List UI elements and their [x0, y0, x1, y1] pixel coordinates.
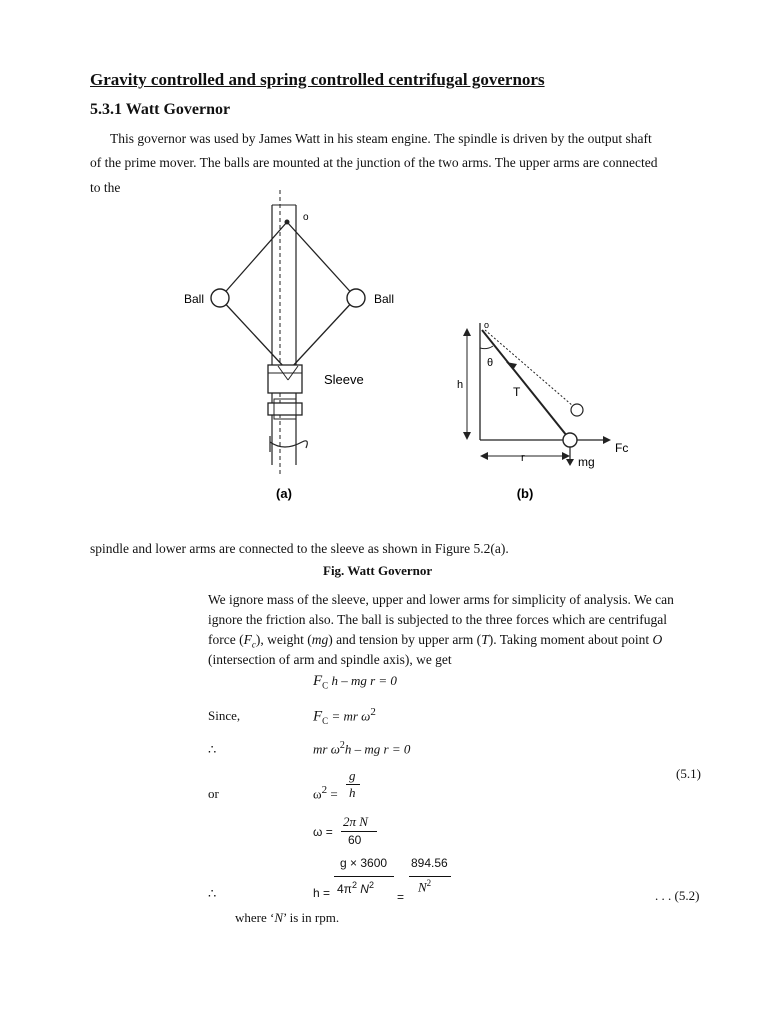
figure-b-mg-label: mg: [578, 455, 595, 469]
figure-b-fc-label: Fc: [615, 441, 629, 455]
equation-h-numerator: g × 3600: [340, 856, 388, 870]
figure-caption: Fig. Watt Governor: [323, 563, 433, 578]
intro-line-3: to the: [90, 180, 121, 195]
figure-a-ball-left-label: Ball: [184, 292, 205, 306]
equation-equals: =: [397, 890, 405, 904]
equation-omega-squared: $\omega^2$ =: [313, 784, 338, 802]
equation-h-numerator-2: 894.56: [411, 856, 448, 870]
body-line-1: We ignore mass of the sleeve, upper and lower arms for simplicity of analysis. We can: [208, 592, 674, 607]
figure-b-theta-label: θ: [487, 357, 494, 369]
therefore-symbol-1: ∴: [208, 742, 217, 757]
equation-number-5-2: . . . (5.2): [655, 888, 700, 903]
page-title: Gravity controlled and spring controlled centrifugal governors: [90, 70, 545, 89]
therefore-symbol-2: ∴: [208, 886, 217, 901]
equation-h-denominator: $4\pi^2$ $N^2$: [337, 880, 374, 896]
equation-moment: $F_C$ h – mg r = 0: [313, 673, 397, 691]
section-heading: 5.3.1 Watt Governor: [90, 101, 231, 118]
figure-a-sleeve-label: Sleeve: [324, 372, 364, 387]
equation-omega-label: ω =: [313, 825, 333, 839]
equation-number-5-1: (5.1): [676, 766, 701, 781]
figure-a-watt-governor: [170, 190, 400, 510]
fraction-bar: [334, 876, 394, 877]
equation-h-denominator-2: $N^2$: [418, 878, 432, 895]
fraction-bar: [409, 876, 451, 877]
equation-centrifugal-force: $F_C$ = mr $\omega^2$: [313, 706, 376, 726]
body-line-3: force $(F_c)$, weight (mg) and tension by upper arm (T). Taking moment about point O: [208, 632, 663, 650]
where-note: where ‘N’ is in rpm.: [235, 910, 340, 925]
equation-substituted: mr $\omega^2h$ – mg r = 0: [313, 740, 411, 757]
equation-omega-squared-numerator: g: [349, 768, 356, 783]
equation-omega-numerator: 2π N: [343, 814, 368, 829]
equation-omega-denominator: 60: [348, 833, 362, 847]
fraction-bar: [341, 831, 377, 832]
equation-omega-squared-denominator: h: [349, 785, 356, 800]
figure-b-caption: (b): [516, 486, 534, 501]
figure-b-h-label: h: [457, 379, 464, 391]
figure-a-o-label: o: [303, 212, 309, 223]
equation-h-label: h =: [313, 886, 331, 900]
intro-line-2: of the prime mover. The balls are mounted at the junction of the two arms. The upper arms are connected: [90, 155, 658, 170]
figure-reference-text: spindle and lower arms are connected to the sleeve as shown in Figure 5.2(a).: [90, 541, 509, 556]
figure-a-ball-right-label: Ball: [374, 292, 395, 306]
intro-line-1: This governor was used by James Watt in his steam engine. The spindle is driven by the output shaft: [110, 131, 652, 146]
body-line-2: ignore the friction also. The ball is subjected to the three forces which are centrifugal: [208, 612, 667, 627]
figure-b-r-label: r: [521, 452, 525, 464]
figure-b-force-diagram: [445, 318, 645, 508]
figure-b-o-label: o: [484, 320, 490, 330]
since-label: Since,: [208, 708, 241, 723]
figure-b-t-label: T: [513, 385, 521, 399]
or-label: or: [208, 786, 219, 801]
figure-a-caption: (a): [276, 486, 292, 501]
body-line-4: (intersection of arm and spindle axis), we get: [208, 652, 452, 667]
